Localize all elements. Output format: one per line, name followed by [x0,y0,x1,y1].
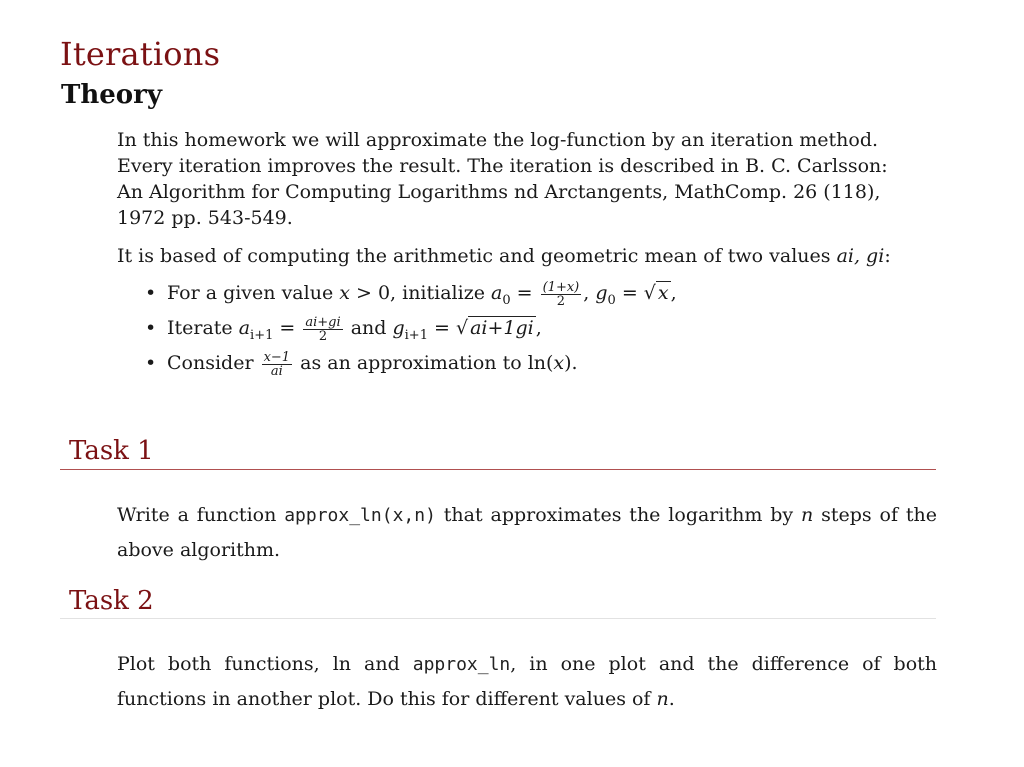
bullet-item-iterate [145,315,542,349]
b1-sub3: 0 [607,292,616,308]
task-1-divider [60,469,936,470]
p2-math: ai, gi [836,245,885,267]
task2-math: n [656,688,669,710]
b1-fraction [541,281,582,308]
b3-num: x−1 [263,349,291,365]
theory-paragraph-1: In this homework we will approximate the log-function by an iteration method. Every iteration improves the result. The iteration is described in B. C. Carlsson: An Algorithm for Computing Logarithms nd Arctangents, MathComp. 26 (118), 1972 pp. 543-549. [117,129,888,229]
bullet-icon: • [145,352,157,374]
task-1-paragraph [117,498,937,568]
p2-suffix: : [884,245,891,267]
task2-t2: , in one plot and the difference of both functions in another plot. Do this for different values of [117,653,937,710]
b1-num: (1+x) [542,279,580,295]
b1-den: 2 [556,293,566,309]
task-1-heading: Task 1 [69,436,154,466]
b3-t2: as an approximation to ln( [294,352,554,374]
p2-prefix: It is based of computing the arithmetic and geometric mean of two values [117,245,837,267]
b2-fraction [303,316,342,343]
bullet-item-initialize [145,280,677,314]
b2-t5: , [535,317,542,339]
task1-t1: Write a function [117,504,285,526]
task2-t3: . [668,688,675,710]
b2-m2: g [392,317,405,339]
b1-t4: , [583,282,596,304]
b1-t2: > 0, initialize [349,282,491,304]
b1-sqrt: x [657,282,669,304]
task-2-heading: Task 2 [69,586,154,616]
bullet-item-consider [145,350,578,378]
b3-fraction [262,351,293,378]
b3-t1: Consider [167,352,260,374]
b1-sub2: 0 [502,292,511,308]
bullet-icon: • [145,282,157,304]
b1-m1: x [339,282,350,304]
b2-t3: and [344,317,393,339]
b1-t6: , [670,282,677,304]
b1-m2: a [491,282,503,304]
b3-den: ai [270,363,283,379]
b1-t3: = [510,282,539,304]
task1-math: n [801,504,814,526]
b2-den: 2 [318,328,328,344]
theory-heading: Theory [61,80,162,110]
page-title: Iterations [60,35,221,74]
b1-t5: = √ [615,282,656,304]
b2-num: ai+gi [305,314,341,330]
task2-code: approx_ln [412,654,511,675]
b1-t1: For a given value [167,282,340,304]
b2-m1: a [238,317,251,339]
task1-code: approx_ln(x,n) [284,505,436,526]
b2-sub1: i+1 [250,327,274,343]
task1-t3: steps of the above algorithm. [117,504,937,561]
task-2-paragraph [117,647,937,717]
b2-sub2: i+1 [404,327,428,343]
b2-t2: = [273,317,302,339]
bullet-icon: • [145,317,157,339]
theory-paragraph-2 [117,243,897,269]
b2-t4: = √ [427,317,469,339]
task1-t2: that approximates the logarithm by [435,504,801,526]
task2-t1: Plot both functions, ln and [117,653,413,675]
b3-t3: ). [564,352,578,374]
task-2-divider [60,618,936,619]
b2-t1: Iterate [167,317,239,339]
b3-m1: x [553,352,565,374]
b1-m3: g [595,282,608,304]
b2-sqrt: ai+1gi [470,317,534,339]
